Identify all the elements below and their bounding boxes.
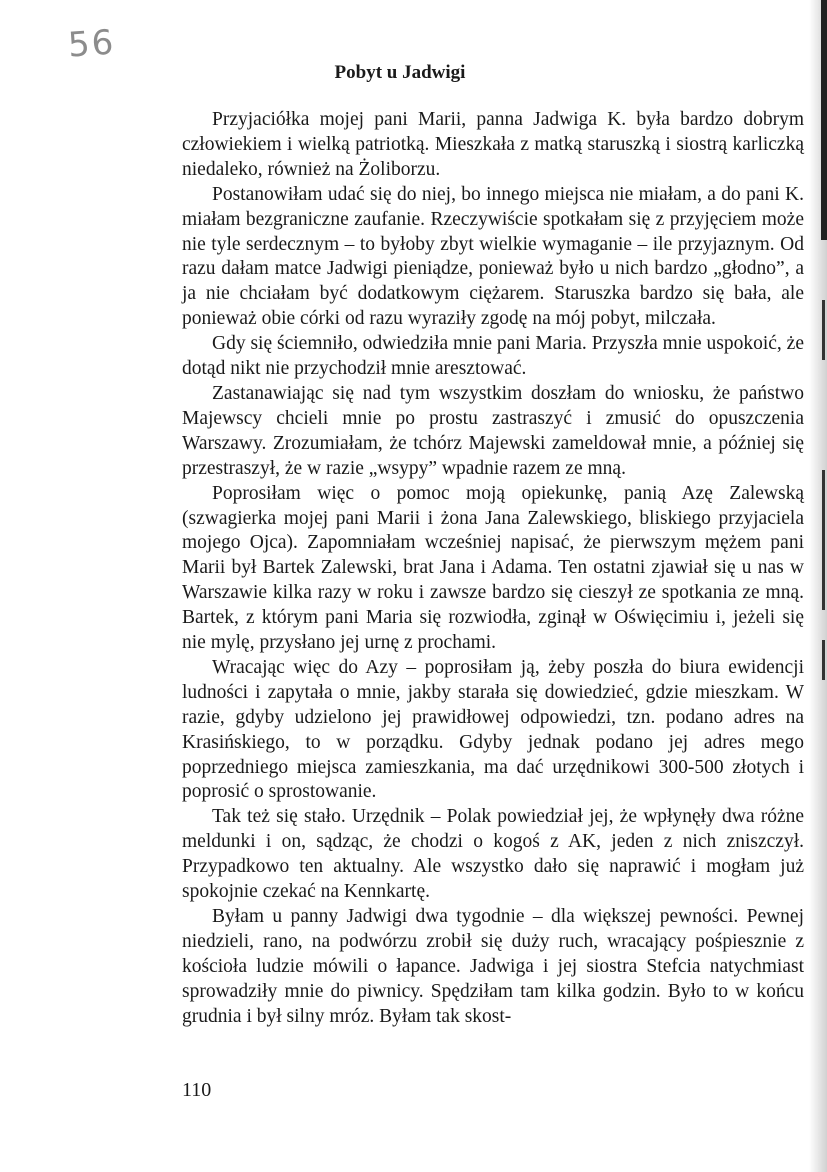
scan-edge-mark: [822, 300, 825, 360]
scan-edge-dark: [821, 0, 827, 240]
page-number: 110: [182, 1079, 212, 1101]
paragraph: Byłam u panny Jadwigi dwa tygodnie – dla większej pewności. Pewnej niedzieli, rano, na podwórzu zrobił się duży ruch, wracający pośpiesznie z kościoła ludzie mówili o łapance. Jadwiga i jej siostra Stefcia natychmiast sprowadziły mnie do piwnicy. Spędziłam tam kilka godzin. Było to w końcu grudnia i był silny mróz. Byłam tak skost-: [182, 906, 804, 1027]
chapter-title: Pobyt u Jadwigi: [334, 62, 466, 83]
paragraph: Gdy się ściemniło, odwiedziła mnie pani Maria. Przyszła mnie uspokoić, że dotąd nikt nie przychodził mnie aresztować.: [182, 333, 804, 380]
scan-edge-mark: [822, 640, 825, 680]
paragraph: Przyjaciółka mojej pani Marii, panna Jadwiga K. była bardzo dobrym człowiekiem i wielką patriotką. Mieszkała z matką staruszką i siostrą karliczką niedaleko, również na Żoliborzu.: [182, 109, 804, 180]
paragraph: Zastanawiając się nad tym wszystkim doszłam do wniosku, że państwo Majewscy chcieli mnie po prostu zastraszyć i zmusić do opuszczenia Warszawy. Zrozumiałam, że tchórz Majewski zameldował mnie, a później się przestraszył, że w razie „wsypy” wpadnie razem ze mną.: [182, 382, 804, 479]
paragraph: Wracając więc do Azy – poprosiłam ją, żeby poszła do biura ewidencji ludności i zapytała o mnie, jakby starała się dowiedzieć, gdzie mieszkam. W razie, gdyby udzielono jej prawidłowej odpowiedzi, tzn. podano adres na Krasińskiego, to w porządku. Gdyby jednak podano jej adres mego poprzedniego miejsca zamieszkania, ma dać urzędnikowi 300-500 złotych i poprosić o sprostowanie.: [182, 656, 804, 803]
paragraph: Tak też się stało. Urzędnik – Polak powiedział jej, że wpłynęły dwa różne meldunki i on, sądząc, że chodzi o kogoś z AK, jeden z nich zniszczył. Przypadkowo ten aktualny. Ale wszystko dało się naprawić i mogłam już spokojnie czekać na Kennkartę.: [182, 806, 804, 903]
paragraph: Poprosiłam więc o pomoc moją opiekunkę, panią Azę Zalewską (szwagierka mojej pani Marii i żona Jana Zalewskiego, bliskiego przyjaciela mojego Ojca). Zapomniałam wcześniej napisać, że pierwszym mężem pani Marii był Bartek Zalewski, brat Jana i Adama. Ten ostatni zjawiał się u nas w Warszawie kilka razy w roku i zawsze bardzo się cieszył ze spotkania ze mną. Bartek, z którym pani Maria się rozwiodła, zginął w Oświęcimiu i, jeżeli się nie mylę, przysłano jej urnę z prochami.: [182, 482, 804, 654]
paragraph: Postanowiłam udać się do niej, bo innego miejsca nie miałam, a do pani K. miałam bezgraniczne zaufanie. Rzeczywiście spotkałam się z przyjęciem może nie tyle serdecznym – to byłoby zbyt wielkie wymaganie – ile przyjaznym. Od razu dałam matce Jadwigi pieniądze, ponieważ było u nich bardzo „głodno”, a ja nie chciałam być dodatkowym ciężarem. Staruszka bardzo się bała, ale ponieważ obie córki od razu wyraziły zgodę na mój pobyt, milczała.: [182, 183, 804, 330]
body-text: [182, 108, 804, 1030]
scan-edge-mark: [822, 470, 825, 610]
handwritten-page-mark: 56: [66, 22, 117, 66]
